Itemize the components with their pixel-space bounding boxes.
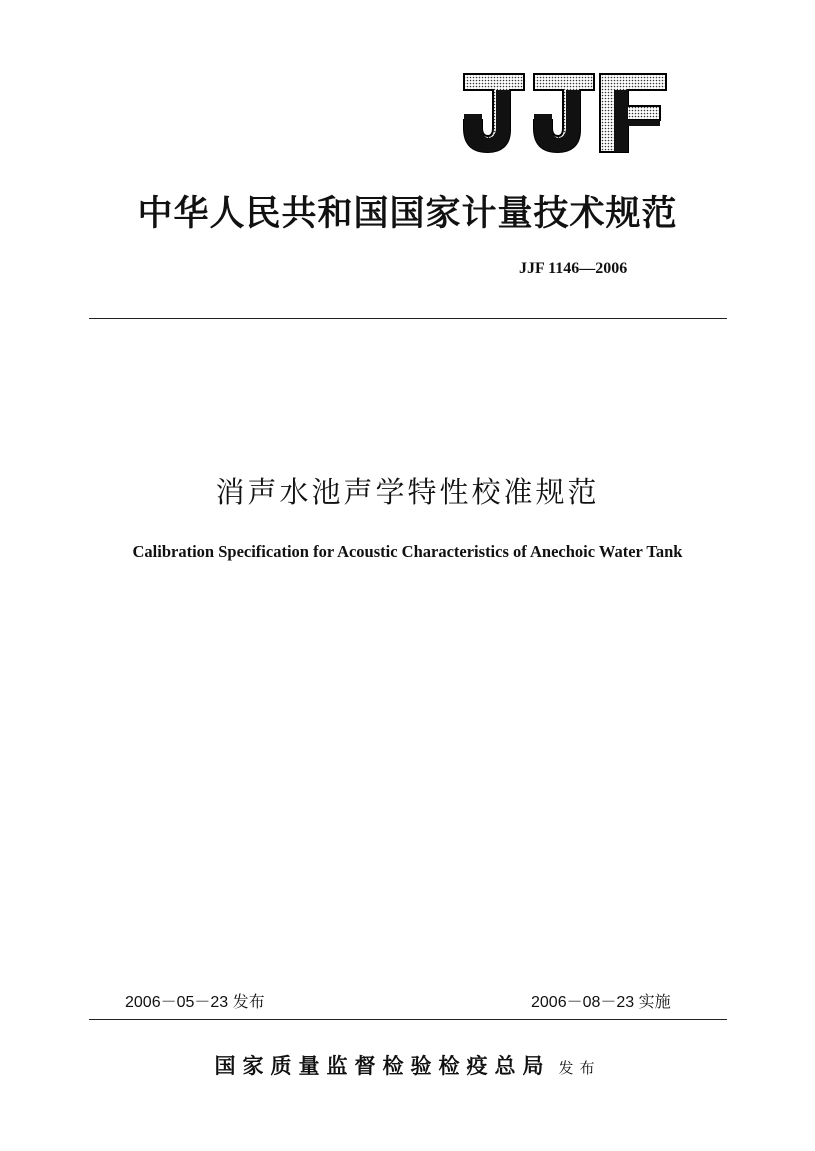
bottom-divider (89, 1019, 727, 1020)
top-divider (89, 318, 727, 319)
publisher-name: 国家质量监督检验检疫总局 (214, 1053, 551, 1078)
publisher-suffix: 发布 (558, 1059, 601, 1077)
document-code: JJF 1146—2006 (519, 260, 628, 277)
issue-date: 2006－05－23 发布 (125, 994, 265, 1011)
document-title-english: Calibration Specification for Acoustic Characteristics of Anechoic Water Tank (132, 542, 683, 561)
document-title-chinese: 消声水池声学特性校准规范 (215, 475, 600, 509)
logo-letter-f (600, 74, 666, 152)
jjf-logo-icon (460, 70, 670, 154)
jjf-logo (460, 70, 670, 154)
implementation-date: 2006－08－23 实施 (531, 994, 671, 1011)
logo-letter-j-1 (464, 74, 524, 152)
logo-letter-j-2 (534, 74, 594, 152)
publisher-line (0, 1050, 815, 1080)
organization-title: 中华人民共和国国家计量技术规范 (137, 193, 678, 234)
